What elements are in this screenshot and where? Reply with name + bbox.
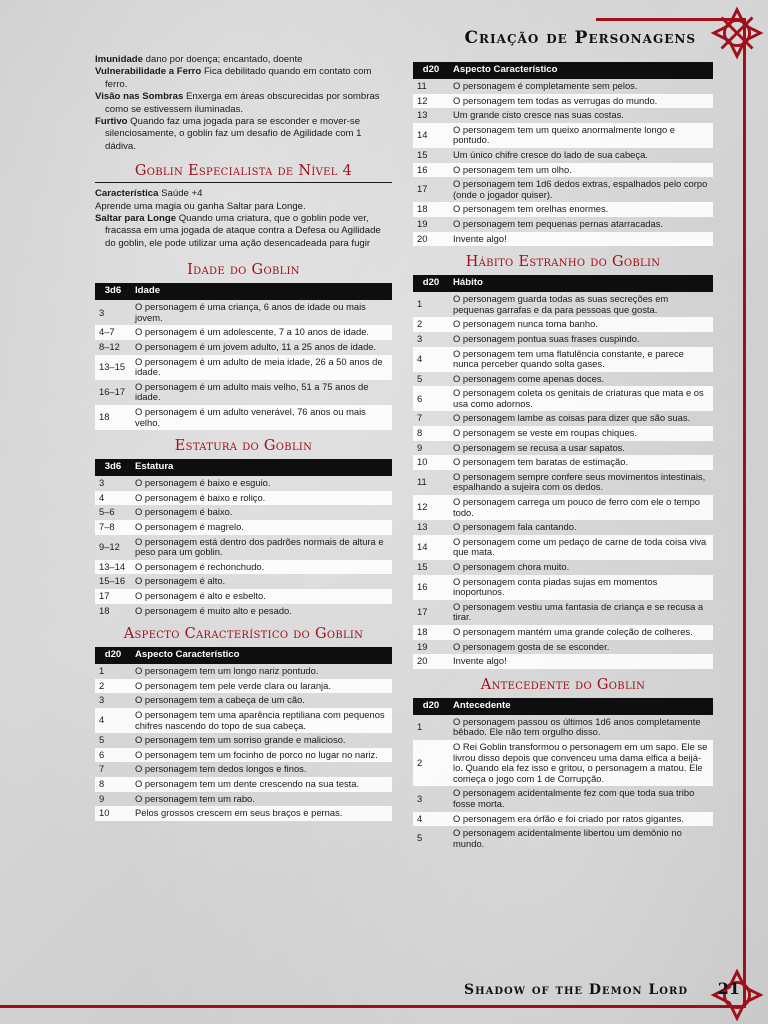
roll-cell: 15: [417, 561, 428, 572]
section-title: Antecedente do Goblin: [480, 676, 646, 693]
table-row: [95, 560, 392, 575]
table-header-cell: d20: [95, 647, 131, 664]
roll-cell: 9: [417, 441, 423, 453]
result-cell: O personagem conta piadas sujas em momentos inoportunos.: [449, 575, 713, 600]
book-title: Shadow of the Demon Lord: [464, 982, 688, 998]
result-cell: O personagem se recusa a usar sapatos.: [453, 441, 625, 453]
result-cell: O personagem tem um olho.: [449, 163, 713, 178]
table-row: [95, 664, 392, 679]
result-cell: O personagem come apenas doces.: [453, 372, 605, 384]
table-row: [413, 163, 713, 178]
roll-cell: 5: [99, 734, 105, 746]
result-cell: O personagem acidentalmente libertou um demônio no mundo.: [453, 827, 682, 849]
result-cell: O personagem pontua suas frases cuspindo.: [453, 332, 640, 344]
result-cell: O personagem é rechonchudo.: [131, 560, 392, 575]
table-header-row: [95, 283, 392, 300]
aspect-table-continued: [413, 62, 713, 246]
roll-cell: 19: [417, 217, 428, 229]
roll-cell: 11: [417, 476, 427, 488]
trait-entry: Visão nas Sombras Enxerga em áreas obscurecidas por sombras como se estivessem iluminadas.: [95, 91, 380, 115]
section-title: Estatura do Goblin: [174, 438, 313, 455]
table-header-cell: d20: [413, 275, 449, 292]
roll-cell: 7: [99, 763, 105, 775]
table-header-cell: Antecedente: [449, 698, 713, 715]
result-cell: O personagem se veste em roupas chiques.: [449, 426, 713, 441]
table-row: [95, 693, 392, 708]
roll-cell: 12: [413, 495, 449, 520]
table-row: [413, 411, 713, 426]
result-cell: O personagem fala cantando.: [453, 521, 577, 533]
roll-cell: 11: [417, 80, 427, 91]
table-row: [413, 94, 713, 109]
result-cell: O personagem chora muito.: [453, 561, 570, 572]
result-cell: O personagem era órfão e foi criado por ratos gigantes.: [449, 812, 713, 827]
result-cell: O personagem é um jovem adulto, 11 a 25 anos de idade.: [135, 341, 377, 353]
red-border-bottom: [0, 1005, 746, 1008]
table-row: [413, 600, 713, 625]
result-cell: O personagem tem baratas de estimação.: [449, 455, 713, 470]
table-row: [413, 332, 713, 347]
roll-cell: 2: [413, 740, 449, 786]
roll-cell: 5–6: [99, 506, 115, 518]
table-row: [413, 520, 713, 535]
result-cell: O personagem tem um queixo anormalmente longo e pontudo.: [449, 123, 713, 148]
roll-cell: 3: [99, 694, 105, 706]
result-cell: O personagem tem 1d6 dedos extras, espalhados pelo corpo (onde o jogador quiser).: [453, 178, 708, 200]
table-header-cell: Aspecto Característico: [449, 62, 713, 79]
roll-cell: 10: [413, 455, 449, 470]
table-row: [413, 292, 713, 317]
roll-cell: 18: [99, 604, 110, 616]
table-row: [413, 202, 713, 217]
table-header-row: [413, 698, 713, 715]
result-cell: O personagem é alto.: [135, 575, 226, 587]
roll-cell: 15: [417, 148, 428, 160]
table-row: [413, 108, 713, 123]
roll-cell: 4–7: [95, 325, 131, 340]
table-row: [413, 148, 713, 163]
section-title: Aspecto Característico do Goblin: [123, 626, 364, 643]
result-cell: O personagem vestiu uma fantasia de criança e se recusa a tirar.: [453, 600, 704, 623]
roll-cell: 9–12: [99, 540, 120, 552]
roll-cell: 3: [417, 332, 423, 344]
result-cell: O personagem tem um dente crescendo na sua testa.: [131, 777, 392, 792]
table-row: [413, 317, 713, 332]
roll-cell: 7–8: [95, 520, 131, 535]
table-row: [413, 455, 713, 470]
result-cell: O personagem tem pele verde clara ou laranja.: [131, 679, 392, 694]
table-row: [413, 123, 713, 148]
table-row: [95, 535, 392, 560]
roll-cell: 4: [95, 491, 131, 506]
table-row: [95, 476, 392, 491]
roll-cell: 20: [413, 232, 449, 247]
roll-cell: 6: [413, 386, 449, 411]
age-table: [95, 283, 392, 430]
roll-cell: 13–14: [95, 560, 131, 575]
section-title: Hábito Estranho do Goblin: [465, 254, 661, 271]
habit-table: [413, 275, 713, 669]
table-row: [413, 625, 713, 640]
result-cell: O personagem guarda todas as suas secreções em pequenas garrafas e da para pessoas que gosta.: [453, 293, 669, 315]
result-cell: Um grande cisto cresce nas suas costas.: [453, 109, 624, 121]
table-row: [95, 355, 392, 380]
section-title: Idade do Goblin: [187, 262, 300, 279]
result-cell: O personagem nunca toma banho.: [449, 317, 713, 332]
roll-cell: 12: [413, 94, 449, 109]
table-row: [413, 386, 713, 411]
result-cell: O personagem tem uma aparência reptiliana com pequenos chifres nascendo do topo de sua cabeça.: [131, 708, 392, 733]
table-row: [95, 679, 392, 694]
stature-table: [95, 459, 392, 618]
result-cell: O personagem é baixo e esguio.: [135, 477, 271, 489]
result-cell: O personagem é completamente sem pelos.: [453, 80, 638, 91]
roll-cell: 17: [417, 606, 428, 618]
table-row: [95, 340, 392, 355]
result-cell: O personagem é baixo e roliço.: [131, 491, 392, 506]
result-cell: O personagem tem um sorriso grande e malicioso.: [135, 734, 346, 746]
roll-cell: 8–12: [99, 341, 120, 353]
table-row: [95, 380, 392, 405]
roll-cell: 13: [417, 521, 428, 533]
result-cell: O personagem tem todas as verrugas do mundo.: [449, 94, 713, 109]
result-cell: O personagem acidentalmente fez com que toda sua tribo fosse morta.: [453, 787, 695, 809]
result-cell: O personagem tem um longo nariz pontudo.: [135, 665, 319, 677]
table-header-cell: 3d6: [95, 283, 131, 300]
specialist-entry: Aprende uma magia ou ganha Saltar para Longe.: [95, 200, 306, 212]
table-row: [95, 520, 392, 535]
result-cell: O personagem tem a cabeça de um cão.: [135, 694, 305, 706]
roll-cell: 17: [417, 183, 428, 195]
table-row: [95, 505, 392, 520]
roll-cell: 6: [95, 748, 131, 763]
result-cell: O personagem é um adulto de meia idade, 26 a 50 anos de idade.: [131, 355, 392, 380]
table-header-row: [95, 459, 392, 476]
roll-cell: 16–17: [99, 386, 126, 398]
roll-cell: 4: [413, 812, 449, 827]
table-row: [413, 715, 713, 740]
roll-cell: 1: [99, 665, 105, 677]
result-cell: O personagem mantém uma grande coleção de colheres.: [449, 625, 713, 640]
result-cell: O personagem tem um focinho de porco no lugar no nariz.: [131, 748, 392, 763]
result-cell: O personagem é magrelo.: [131, 520, 392, 535]
roll-cell: 2: [413, 317, 449, 332]
roll-cell: 3: [417, 792, 423, 804]
roll-cell: 16: [413, 575, 449, 600]
trait-entry: Vulnerabilidade a Ferro Fica debilitado quando em contato com ferro.: [95, 66, 372, 90]
result-cell: O personagem é um adulto venerável, 76 anos ou mais velho.: [131, 405, 392, 430]
roll-cell: 3: [99, 306, 105, 318]
table-row: [413, 441, 713, 456]
roll-cell: 17: [95, 589, 131, 604]
table-header-row: [413, 62, 713, 79]
roll-cell: 1: [417, 721, 423, 733]
table-row: [95, 574, 392, 589]
table-row: [413, 470, 713, 495]
table-row: [95, 300, 392, 325]
result-cell: O personagem carrega um pouco de ferro com ele o tempo todo.: [449, 495, 713, 520]
roll-cell: 14: [413, 535, 449, 560]
roll-cell: 20: [413, 654, 449, 669]
roll-cell: 8: [413, 426, 449, 441]
table-header-cell: Idade: [131, 283, 392, 300]
table-header-cell: d20: [413, 698, 449, 715]
result-cell: O personagem é baixo.: [135, 506, 233, 518]
result-cell: O personagem é uma criança, 6 anos de idade ou mais jovem.: [135, 301, 366, 323]
result-cell: O personagem é muito alto e pesado.: [135, 604, 292, 616]
result-cell: O personagem gosta de se esconder.: [453, 640, 610, 652]
table-row: [413, 495, 713, 520]
traits-list: [95, 54, 392, 153]
table-row: [413, 177, 713, 202]
celtic-knot-icon: [708, 4, 766, 62]
roll-cell: 8: [95, 777, 131, 792]
table-row: [413, 740, 713, 786]
result-cell: O personagem come um pedaço de carne de toda coisa viva que mata.: [449, 535, 713, 560]
specialist-list: [95, 188, 392, 250]
table-row: [413, 232, 713, 247]
result-cell: Invente algo!: [449, 232, 713, 247]
table-row: [413, 812, 713, 827]
roll-cell: 5: [417, 372, 423, 384]
table-row: [413, 372, 713, 387]
table-row: [413, 535, 713, 560]
page-number: 21: [717, 979, 740, 998]
result-cell: O personagem tem uma flatulência constante, e parece nunca perceber quando solta gases.: [449, 347, 713, 372]
roll-cell: 4: [95, 708, 131, 733]
result-cell: O personagem tem um rabo.: [135, 792, 255, 804]
table-header-row: [95, 647, 392, 664]
table-header-cell: Estatura: [131, 459, 392, 476]
result-cell: O personagem sempre confere seus movimentos intestinais, espalhando a sujeira com os dedos.: [453, 470, 706, 493]
roll-cell: 13: [417, 109, 428, 121]
table-header-cell: Aspecto Característico: [131, 647, 392, 664]
result-cell: O personagem passou os últimos 1d6 anos completamente bêbado. Ele não tem orgulho disso.: [453, 715, 701, 738]
roll-cell: 1: [417, 298, 423, 310]
section-title: Goblin Especialista de Nível 4: [134, 163, 353, 180]
specialist-entry: Saltar para Longe Quando uma criatura, que o goblin pode ver, fracassa em uma jogada de ataque contra a Defesa ou Agilidade do goblin, ele pode utilizar uma ação desencadeada para fugir: [95, 213, 381, 249]
table-header-cell: 3d6: [95, 459, 131, 476]
result-cell: O personagem está dentro dos padrões normais de altura e peso para um goblin.: [135, 535, 384, 558]
trait-entry: Imunidade dano por doença; encantado, doente: [95, 54, 303, 65]
roll-cell: 13–15: [95, 355, 131, 380]
result-cell: O Rei Goblin transformou o personagem em um sapo. Ele se livrou disso depois que convenceu uma dama elfica a beijá-lo. Quando ela fez isso e gritou, o personagem a matou. Ele começa o jogo com 1 de Corrupção.: [449, 740, 713, 786]
table-row: [413, 217, 713, 232]
roll-cell: 10: [95, 806, 131, 821]
result-cell: O personagem é alto e esbelto.: [131, 589, 392, 604]
background-table: [413, 698, 713, 852]
table-row: [95, 325, 392, 340]
table-row: [413, 575, 713, 600]
roll-cell: 18: [95, 405, 131, 430]
table-row: [413, 786, 713, 811]
roll-cell: 15–16: [99, 575, 126, 587]
aspect-table: [95, 647, 392, 821]
table-row: [95, 748, 392, 763]
result-cell: O personagem lambe as coisas para dizer que são suas.: [453, 412, 691, 424]
roll-cell: 2: [95, 679, 131, 694]
divider: [95, 182, 392, 183]
result-cell: O personagem é um adulto mais velho, 51 a 75 anos de idade.: [135, 380, 369, 403]
result-cell: O personagem é um adolescente, 7 a 10 anos de idade.: [131, 325, 392, 340]
table-row: [95, 762, 392, 777]
result-cell: Pelos grossos crescem em seus braços e pernas.: [131, 806, 392, 821]
roll-cell: 16: [413, 163, 449, 178]
right-column: [413, 62, 713, 851]
table-row: [413, 826, 713, 851]
red-border-right: [743, 18, 746, 1008]
result-cell: O personagem tem pequenas pernas atarracadas.: [453, 217, 664, 229]
table-row: [413, 560, 713, 575]
roll-cell: 18: [413, 625, 449, 640]
roll-cell: 7: [417, 412, 423, 424]
table-row: [95, 777, 392, 792]
table-header-cell: d20: [413, 62, 449, 79]
roll-cell: 19: [417, 640, 428, 652]
chapter-title: Criação de Personagens: [464, 28, 696, 48]
left-column: [95, 54, 392, 821]
table-row: [95, 733, 392, 748]
specialist-entry: Característica Saúde +4: [95, 188, 203, 200]
result-cell: Invente algo!: [449, 654, 713, 669]
table-row: [413, 347, 713, 372]
table-row: [413, 426, 713, 441]
table-header-cell: Hábito: [449, 275, 713, 292]
roll-cell: 4: [413, 347, 449, 372]
table-row: [95, 405, 392, 430]
table-row: [413, 654, 713, 669]
table-row: [413, 79, 713, 94]
result-cell: O personagem tem orelhas enormes.: [449, 202, 713, 217]
table-row: [95, 792, 392, 807]
table-row: [413, 640, 713, 655]
trait-entry: Furtivo Quando faz uma jogada para se esconder e mover-se silenciosamente, o goblin faz um desafio de Agilidade com 1 dádiva.: [95, 116, 362, 152]
roll-cell: 18: [413, 202, 449, 217]
table-row: [95, 491, 392, 506]
result-cell: O personagem coleta os genitais de criaturas que mata e os usa como adornos.: [449, 386, 713, 411]
result-cell: Um único chifre cresce do lado de sua cabeça.: [453, 148, 648, 160]
table-header-row: [413, 275, 713, 292]
roll-cell: 9: [99, 792, 105, 804]
roll-cell: 3: [99, 477, 105, 489]
roll-cell: 14: [413, 123, 449, 148]
result-cell: O personagem tem dedos longos e finos.: [135, 763, 307, 775]
table-row: [95, 604, 392, 619]
table-row: [95, 708, 392, 733]
table-row: [95, 589, 392, 604]
table-row: [95, 806, 392, 821]
roll-cell: 5: [417, 832, 423, 844]
